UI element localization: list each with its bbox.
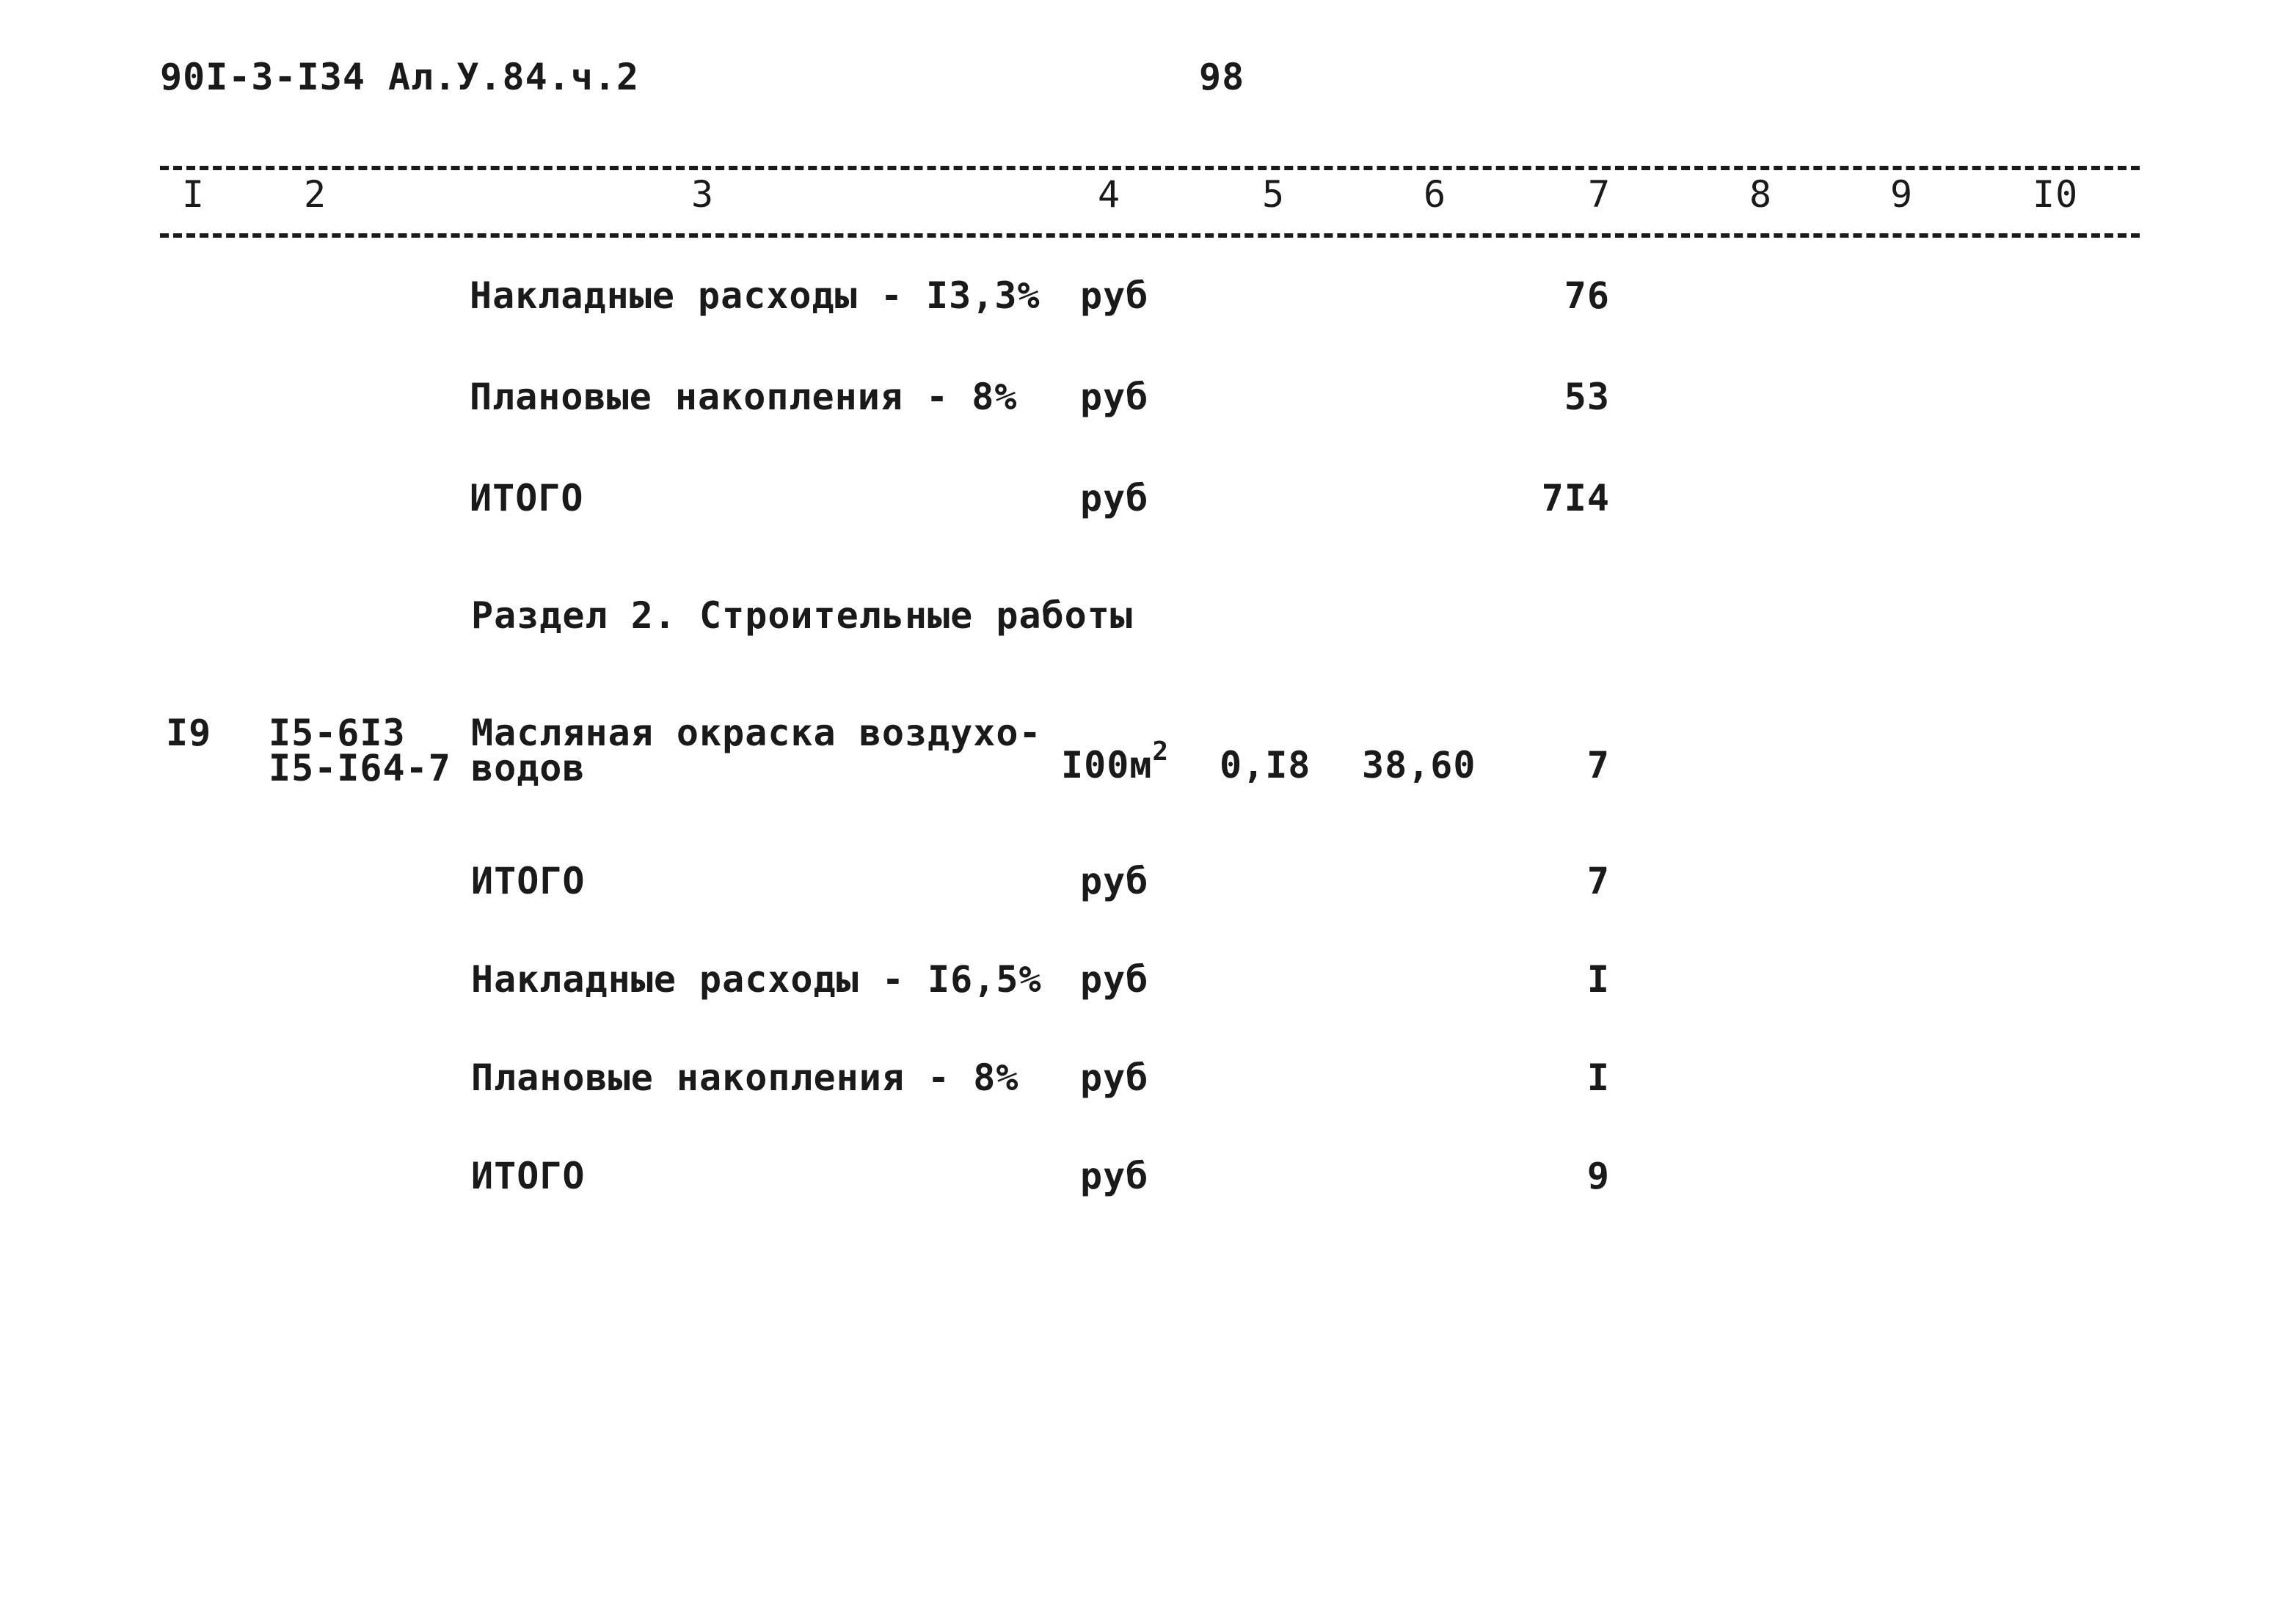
row-unit: руб (1080, 274, 1149, 317)
column-number-6: 6 (1424, 173, 1447, 216)
item-description-line: водов (471, 747, 586, 789)
item-unit-exponent: 2 (1152, 737, 1170, 767)
row-amount: 7I4 (1541, 477, 1610, 519)
row-amount: I (1586, 958, 1610, 1001)
row-unit: руб (1080, 958, 1149, 1001)
row-description: ИТОГО (471, 860, 586, 902)
row-unit: руб (1080, 860, 1149, 902)
item-number: I9 (166, 712, 212, 754)
row-amount: 53 (1564, 376, 1610, 418)
table-header-bottom-rule (160, 233, 2140, 238)
column-number-10: I0 (2033, 173, 2079, 216)
column-number-9: 9 (1890, 173, 1914, 216)
row-unit: руб (1080, 1155, 1149, 1197)
item-unit-base: I00м (1061, 744, 1153, 786)
column-number-7: 7 (1588, 173, 1611, 216)
row-amount: 76 (1564, 274, 1610, 317)
item-quantity: 0,I8 (1220, 744, 1311, 786)
column-number-4: 4 (1098, 173, 1121, 216)
section-heading: Раздел 2. Строительные работы (471, 594, 1133, 637)
row-unit: руб (1080, 1056, 1149, 1099)
row-description: Накладные расходы - I3,3% (470, 274, 1041, 317)
item-unit (1061, 737, 1170, 786)
row-description: ИТОГО (471, 1155, 586, 1197)
item-description-line: Масляная окраска воздухо- (471, 712, 1042, 754)
row-amount: 9 (1586, 1155, 1610, 1197)
page-number: 98 (1199, 56, 1245, 98)
row-description: Накладные расходы - I6,5% (471, 958, 1042, 1001)
row-unit: руб (1080, 477, 1149, 519)
row-description: Плановые накопления - 8% (471, 1056, 1019, 1099)
row-unit: руб (1080, 376, 1149, 418)
column-number-8: 8 (1749, 173, 1773, 216)
column-number-2: 2 (304, 173, 327, 216)
item-code: I5-6I3 (269, 712, 406, 754)
row-description: ИТОГО (470, 477, 584, 519)
column-number-5: 5 (1262, 173, 1286, 216)
row-amount: I (1586, 1056, 1610, 1099)
column-number-3: 3 (691, 173, 715, 216)
row-amount: 7 (1586, 860, 1610, 902)
document-code: 90I-3-I34 Ал.У.84.ч.2 (160, 56, 640, 98)
table-header-top-rule (160, 166, 2140, 170)
row-description: Плановые накопления - 8% (470, 376, 1018, 418)
item-code: I5-I64-7 (269, 747, 451, 789)
item-unit-price: 38,60 (1362, 744, 1476, 786)
column-number-1: I (182, 173, 205, 216)
row-amount: 7 (1586, 744, 1610, 786)
